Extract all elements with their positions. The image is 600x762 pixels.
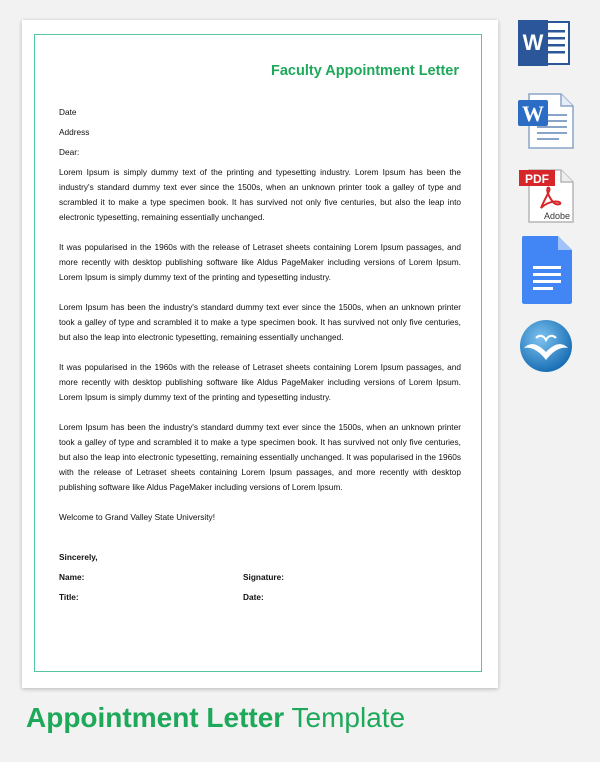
google-docs-icon[interactable] [520,234,574,306]
paragraph-5: Lorem Ipsum has been the industry's standard dummy text ever since the 1500s, when an unknown printer took a galley of type and scrambled it to make a type specimen book. It has survived not only five centuries, but also the leap into electronic typesetting, remaining essentially unchanged. It was popularised in the 1960s with the release of Letraset sheets containing Lorem Ipsum passages, and more recently with desktop publishing software like Aldus PageMaker including versions of Lorem Ipsum. [59,422,461,492]
adobe-label: Adobe [543,211,571,221]
salutation: Dear: [59,147,80,157]
word-icon-letter: W [522,30,544,55]
paragraph-4: It was popularised in the 1960s with the release of Letraset sheets containing Lorem Ipsum passages, and more recently with desktop publishing software like Aldus PageMaker including versions of Lorem Ipsum. Lorem Ipsum is simply dummy text of the printing and typesetting industry. [59,362,461,402]
template-title-light: Template [291,702,406,733]
template-title [26,702,405,734]
template-title-bold: Appointment Letter [26,702,285,733]
pdf-label: PDF [525,172,549,186]
date-label: Date [59,107,77,117]
letter-page [22,20,498,688]
address-label: Address [59,127,90,137]
sincerely: Sincerely, [59,552,98,562]
signature-label: Signature: [243,572,285,582]
welcome-line: Welcome to Grand Valley State University! [59,512,216,522]
title-label: Title: [59,592,79,602]
letter-title: Faculty Appointment Letter [271,63,459,79]
paragraph-2: It was popularised in the 1960s with the release of Letraset sheets containing Lorem Ipsum passages, and more recently with desktop publishing software like Aldus PageMaker including versions of Lorem Ipsum. Lorem Ipsum is simply dummy text of the printing and typesetting industry. [59,242,461,282]
date-field-label: Date: [243,592,264,602]
letter-border [34,34,482,672]
name-signature-row [59,570,461,590]
word-doc-icon[interactable] [517,92,575,150]
pdf-icon[interactable] [519,168,577,224]
word-doc-letter: W [522,101,544,126]
word-icon[interactable] [517,18,571,68]
paragraph-3: Lorem Ipsum has been the industry's standard dummy text ever since the 1500s, when an unknown printer took a galley of type and scrambled it to make a type specimen book. It has survived not only five centuries, but also the leap into electronic typesetting, remaining essentially unchanged. [59,302,461,342]
openoffice-icon[interactable] [518,318,574,374]
paragraph-1: Lorem Ipsum is simply dummy text of the printing and typesetting industry. Lorem Ipsum has been the industry's standard dummy text ever since the 1500s, when an unknown printer took a galley of type and scrambled it to make a type specimen book. It has survived not only five centuries, but also the leap into electronic typesetting, remaining essentially unchanged. [59,167,461,222]
name-label: Name: [59,572,85,582]
letter-body [59,105,461,610]
title-date-row [59,590,461,610]
